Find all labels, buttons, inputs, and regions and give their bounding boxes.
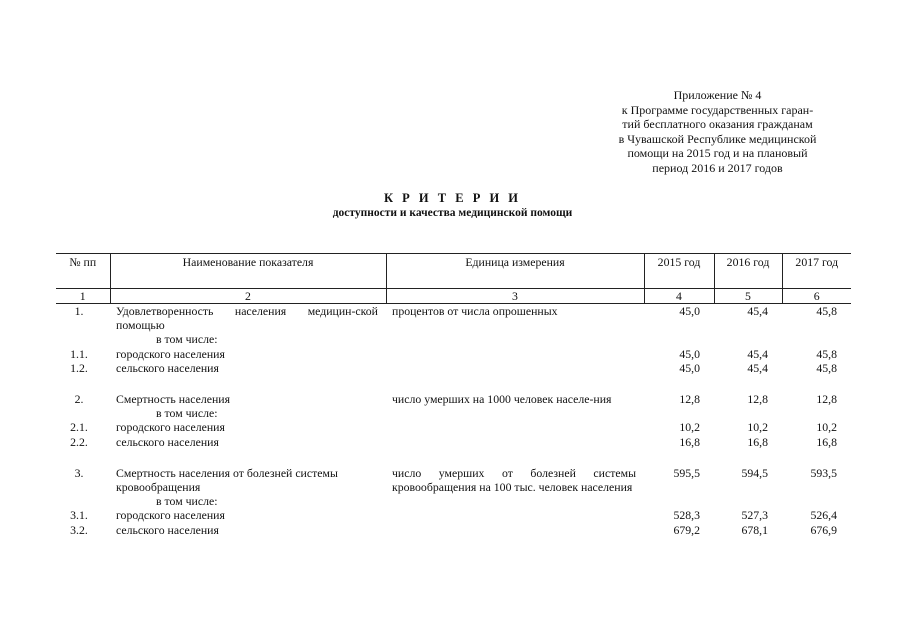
row-value-2015: 679,2: [673, 522, 700, 537]
row-unit: [386, 523, 644, 537]
row-value-2017: 676,9: [810, 522, 837, 537]
row-num: 1.: [74, 304, 84, 318]
row-name: городского населения: [116, 346, 225, 361]
row-num: 2.2.: [70, 434, 88, 449]
row-unit: [386, 420, 644, 434]
row-value-2015: 12,8: [679, 392, 700, 407]
header-2015: 2015 год: [644, 254, 714, 289]
header-unit: Единица измерения: [386, 254, 644, 289]
row-name: [110, 392, 386, 420]
table-row: [56, 304, 851, 347]
table-row: [56, 347, 851, 361]
table-row: [56, 361, 851, 375]
row-value-2015: 595,5: [673, 465, 700, 480]
criteria-table: [56, 253, 851, 537]
row-value-2015: 45,0: [679, 346, 700, 361]
row-sub-label: в том числе:: [156, 332, 218, 347]
column-number: 3: [386, 289, 644, 304]
column-number: 4: [644, 289, 714, 304]
row-num: 3.: [74, 465, 84, 480]
row-num: 2.1.: [70, 420, 88, 435]
row-name: сельского населения: [116, 360, 219, 375]
row-value-2016: 678,1: [741, 522, 768, 537]
row-unit: процентов от числа опрошенных: [392, 304, 558, 318]
row-value-2015: 528,3: [673, 508, 700, 523]
row-name-text: Смертность населения: [116, 392, 231, 407]
row-value-2017: 45,8: [816, 346, 837, 361]
header-row: [56, 254, 851, 289]
column-number: 1: [56, 289, 110, 304]
row-name: [110, 304, 386, 347]
header-2016: 2016 год: [714, 254, 782, 289]
row-name: [110, 466, 386, 509]
row-num: 3.1.: [70, 508, 88, 523]
appendix-line: в Чувашской Республике медицинской: [618, 131, 817, 146]
row-value-2016: 45,4: [747, 304, 768, 318]
row-value-2015: 45,0: [679, 360, 700, 375]
appendix-note: [590, 88, 845, 176]
row-num: 1.2.: [70, 360, 88, 375]
table-row: [56, 435, 851, 449]
row-value-2016: 16,8: [747, 434, 768, 449]
row-unit: [386, 435, 644, 449]
appendix-line: тий бесплатного оказания гражданам: [622, 117, 813, 132]
appendix-line: Приложение № 4: [673, 88, 762, 102]
row-num: 1.1.: [70, 346, 88, 361]
header-num: № пп: [56, 254, 110, 289]
row-value-2017: 10,2: [816, 420, 837, 435]
table-row: [56, 420, 851, 434]
appendix-line: к Программе государственных гаран-: [621, 102, 814, 117]
row-value-2017: 593,5: [810, 465, 837, 480]
row-value-2017: 16,8: [816, 434, 837, 449]
row-name: городского населения: [116, 508, 225, 523]
title-sub: доступности и качества медицинской помощи: [332, 207, 573, 219]
column-number-row: [56, 289, 851, 304]
row-sub-label: в том числе:: [156, 406, 218, 421]
row-value-2016: 12,8: [747, 392, 768, 407]
row-value-2016: 45,4: [747, 346, 768, 361]
document-title: [0, 190, 905, 221]
row-value-2016: 45,4: [747, 360, 768, 375]
appendix-line: помощи на 2015 год и на плановый: [627, 146, 808, 161]
row-value-2016: 594,5: [741, 465, 768, 480]
header-2017: 2017 год: [782, 254, 851, 289]
row-value-2015: 10,2: [679, 420, 700, 435]
row-unit: число умерших от болезней системы кровообращения на 100 тыс. человек населения: [392, 465, 636, 495]
row-unit: [386, 508, 644, 522]
row-value-2015: 16,8: [679, 434, 700, 449]
row-name-text: Удовлетворенность населения медицин-ской помощью: [116, 304, 378, 333]
column-number: 5: [714, 289, 782, 304]
title-main: К Р И Т Е Р И И: [383, 191, 522, 205]
row-spacer: [56, 449, 851, 466]
table-row: [56, 392, 851, 420]
row-value-2017: 526,4: [810, 508, 837, 523]
row-name: городского населения: [116, 420, 225, 435]
row-unit: [386, 361, 644, 375]
row-sub-label: в том числе:: [156, 494, 218, 509]
table-row: [56, 508, 851, 522]
row-unit: [386, 347, 644, 361]
header-name: Наименование показателя: [110, 254, 386, 289]
row-num: 2.: [74, 392, 84, 407]
row-name: сельского населения: [116, 434, 219, 449]
row-name: сельского населения: [116, 522, 219, 537]
row-value-2016: 10,2: [747, 420, 768, 435]
row-unit: число умерших на 1000 человек населе-ния: [392, 392, 612, 407]
row-name-text: Смертность населения от болезней системы кровообращения: [116, 465, 338, 495]
row-value-2015: 45,0: [679, 304, 700, 318]
appendix-line: период 2016 и 2017 годов: [652, 160, 783, 175]
row-value-2017: 12,8: [816, 392, 837, 407]
row-value-2017: 45,8: [816, 304, 837, 318]
column-number: 6: [782, 289, 851, 304]
row-value-2016: 527,3: [741, 508, 768, 523]
table-row: [56, 523, 851, 537]
table-row: [56, 466, 851, 509]
row-value-2017: 45,8: [816, 360, 837, 375]
row-spacer: [56, 375, 851, 392]
column-number: 2: [110, 289, 386, 304]
row-num: 3.2.: [70, 522, 88, 537]
